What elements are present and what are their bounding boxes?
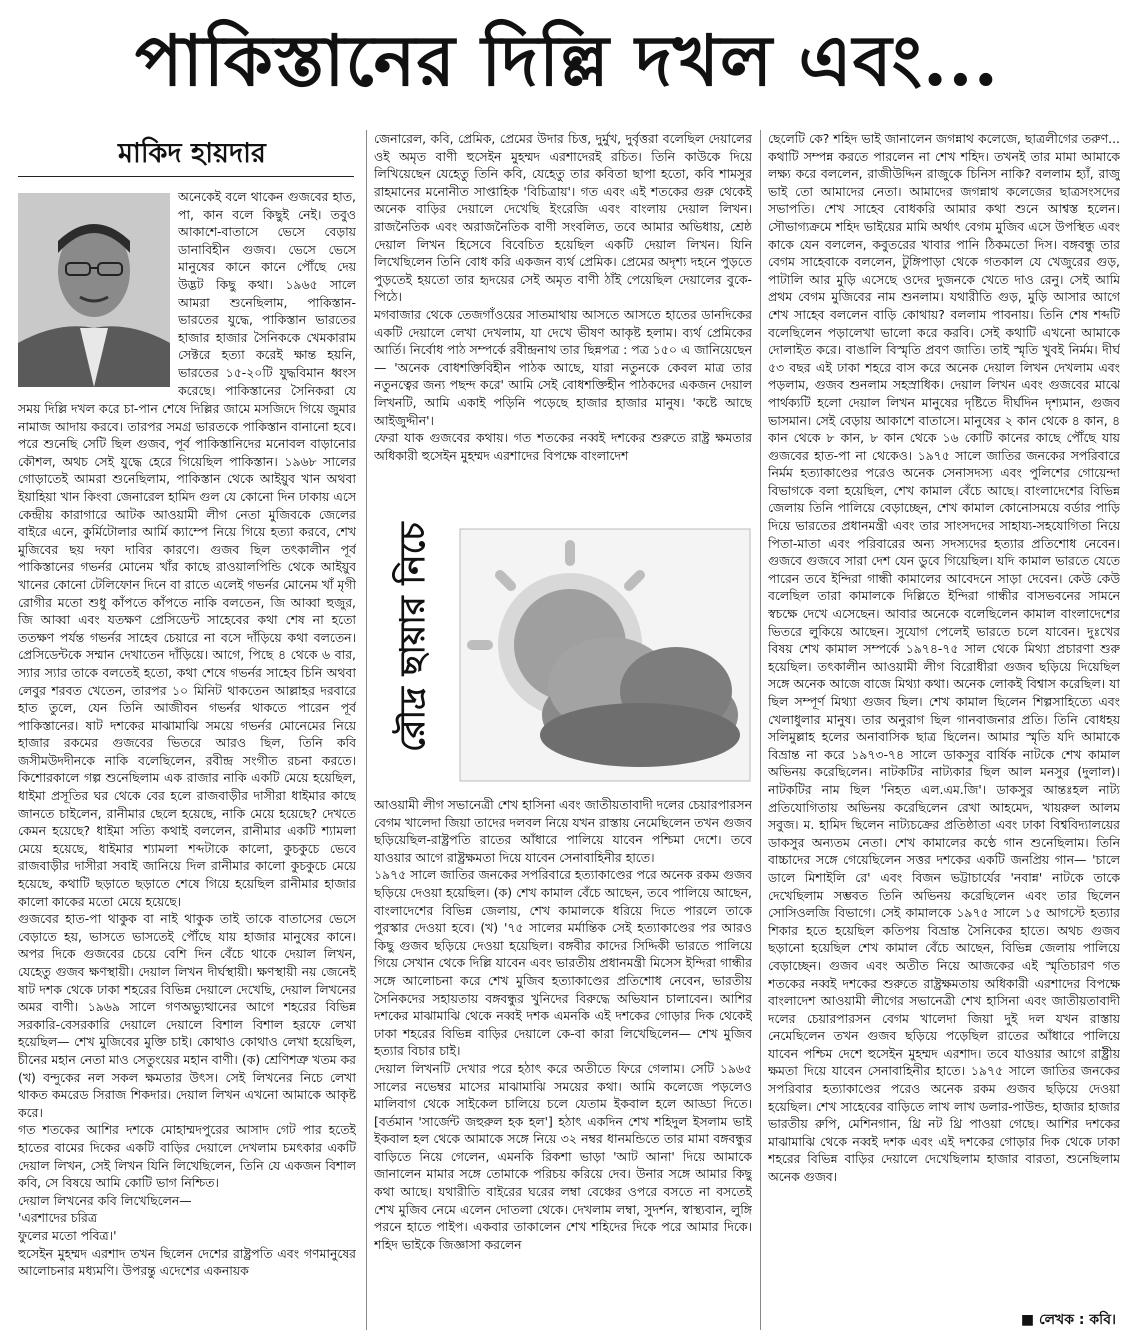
paragraph: গত শতকের আশির দশকে মোহাম্মদপুরের আসাদ গেট পার হতেই হাতের বামের দিকের একটি বাড়ির দেয়ালে দেখলাম চমৎকার একটি দেয়াল লিখন, সেই লিখন যিনি লিখেছিলেন, তিনি যে একজন বিশাল কবি, সে বিষয়ে আমি কোটি ভাগ নিশ্চিত।	[18, 1122, 356, 1191]
paragraph: আওয়ামী লীগ সভানেত্রী শেখ হাসিনা এবং জাতীয়তাবাদী দলের চেয়ারপারসন বেগম খালেদা জিয়া তাদের দলবল নিয়ে যখন রাস্তায় নেমেছিলেন তখন গুজব ছড়িয়েছিল-রাষ্ট্রপতি রাতের আঁধারে পালিয়ে যাবেন পশ্চিমা দেশে। তবে যাওয়ার আগে রাষ্ট্রক্ষমতা দিয়ে যাবেন সেনাবাহিনীর হাতে।	[374, 797, 752, 865]
paragraph: সময় দিল্লি দখল করে চা-পান শেষে দিল্লির জামে মসজিদে গিয়ে জুমার নামাজ আদায় করবে। তারপর সমগ্র ভারতকে পাকিস্তান বানানো হবে। পরে শুনেছি সেটি ছিল গুজব, পূর্ব পাকিস্তানিদের মনোবল বাড়ানোর কৌশল, অথচ সেই যুদ্ধে হেরে গিয়েছিল পাকিস্তান। ১৯৬৮ সালের গোড়াতেই আমরা শুনেছিলাম, পাকিস্তান থেকে আইয়ুব খান অথবা ইয়াহিয়া খান কিংবা জেনারেল হামিদ গুল যে কোনো দিন ঢাকায় এসে কেন্দ্রীয় কারাগারে আটক আওয়ামী লীগ নেতা মুজিবকে জেলের বাইরে এনে, কুর্মিটোলার আর্মি ক্যাম্পে নিয়ে গিয়ে হত্যা করবে, শেখ মুজিবের ছয় দফা দাবির কারণে। গুজব ছিল তৎকালীন পূর্ব পাকিস্তানের গভর্নর মোনেম খাঁর কাছে রাওয়ালপিন্ডি থেকে আইয়ুব খানের কোনো টেলিফোন দিনে বা রাতে এলেই গভর্নর মোনেম খাঁ মৃগী রোগীর মতো শুধু কাঁপতে কাঁপতে নাকি বলতেন, জি আব্বা হুজুর, জি আব্বা এবং যতক্ষণ প্রেসিডেন্ট সাহেবের কথা শেষ না হতো ততক্ষণ পর্যন্ত গভর্নর সাহেব চেয়ারে না বসে দাঁড়িয়ে কথা বলতেন। প্রেসিডেন্টকে সম্মান দেখাতেন দাঁড়িয়ে। আগে, পিছে ৪ থেকে ৬ বার, স্যার স্যার তাকে বলতেই হতো, কথা শেষে গভর্নর সাহেব চিনি অথবা লেবুর শরবত খেতেন, তারপর ১০ মিনিট থাকতেন আল্লাহর দরবারে হাত তুলে, যেন তিনি আজীবন গভর্নর থাকতে পারেন পূর্ব পাকিস্তানের। ষাট দশকের মাঝামাঝি সময়ে গভর্নর মোনেমের নিয়ে হাজার রকমের গুজবের ভিতরে আরও ছিল, তিনি কবি জসীমউদদীনকে নাকি বলেছিলেন, রবীন্দ্র সংগীত রচনা করতে। কিশোরকালে গল্প শুনেছিলাম এক রাজার নাকি একটি মেয়ে হয়েছিল, ধাইমা প্রসূতির ঘর থেকে বের হলে রাজবাড়ীর দাসীরা ধাইমার কাছে জানতে চাইলেন, রানীমার ছেলে হয়েছে, নাকি মেয়ে হয়েছে? দেখতে কেমন হয়েছে? ধাইমা সত্যি কথাই বললেন, রানীমার একটি শ্যামলা মেয়ে হয়েছে, ধাইমার শ্যামলা শব্দটাকে কালো, কুচকুচে ভেবে রাজবাড়ীর দাসীরা সবাই জানিয়ে দিল রানীমার কালো কুচকুচে মেয়ে হয়েছে, কথাটি ছড়াতে ছড়াতে শেষে গিয়ে হয়েছিল রানীমার হাজার কালো কাকের মতো মেয়ে হয়েছে।	[18, 401, 356, 909]
column-1-text	[18, 400, 356, 1330]
author-photo	[18, 193, 170, 387]
weather-graphic	[380, 515, 760, 790]
graphic-label-text: রৌদ্র ছায়ার নিচে	[393, 522, 433, 752]
author-note: ■ লেখক : কবি।	[1020, 1312, 1116, 1328]
verse-line: 'এরশাদের চরিত্র	[18, 1210, 97, 1226]
paragraph: দেয়াল লিখনের কবি লিখেছিলেন—	[18, 1192, 192, 1208]
paragraph: দেয়াল লিখনটি দেখার পরে হঠাৎ করে অতীতে ফিরে গেলাম। সেটি ১৯৬৫ সালের নভেম্বর মাসের মাঝামাঝি সময়ের কথা। আমি কলেজে পড়লেও মালিবাগ থেকে সাইকেল চালিয়ে চলে যেতাম ইকবাল হলে আড্ডা দিতে। [বর্তমান 'সার্জেন্ট জহুরুল হক হল'] হঠাৎ একদিন শেখ শহিদুল ইসলাম ভাই ইকবাল হল থেকে আমাকে সঙ্গে নিয়ে ৩২ নম্বর ধানমন্ডিতে তার মামা বঙ্গবন্ধুর বাড়িতে নিয়ে গেলেন, এমনকি রিকশা ভাড়া 'আট আনা' দিয়ে আমাকে জানালেন মামার সঙ্গে তোমাকে পরিচয় করিয়ে দেব। উনার সঙ্গে আমার কিছু কথা আছে। যথারীতি বাইরের ঘরের লম্বা বেঞ্চের ওপরে বসতে না বসতেই শেখ মুজিব নেমে এলেন দোতলা থেকে। দেখলাম লম্বা, সুদর্শন, স্বাস্থ্যবান, লুঙ্গি পরনে হাতে পাইপ। একবার তাকালেন শেখ শহিদের দিকে পরে আমার দিকে। শহিদ ভাইকে জিজ্ঞাসা করলেন	[374, 1060, 752, 1252]
paragraph: ছেলেটি কে? শহিদ ভাই জানালেন জগন্নাথ কলেজে, ছাত্রলীগের তরুণ... কথাটি সম্পন্ন করতে পারলেন না শেখ শহিদ। তখনই তার মামা আমাকে লক্ষ্য করে বললেন, রাজীউদ্দিন রাজুকে চিনিস নাকি? বললাম হ্যাঁ, রাজু ভাই তো আমাদের নেতা। আমাদের জগন্নাথ কলেজের ছাত্রসংসদের সভাপতি। শেখ সাহেব বোধকরি আমার কথা শুনে আশ্বস্ত হলেন। সৌভাগ্যক্রমে শহিদ ভাইয়ের মামি অর্থাৎ বেগম মুজিব এসে উপস্থিত এবং কাকে যেন বললেন, কবুতরের খাবার পানি ঠিকমতো দিস। বঙ্গবন্ধু তার বেগম সাহেবাকে বললেন, টুঙ্গিপাড়া থেকে গতকাল যে খেজুরের গুড়, পাটালি আর মুড়ি এসেছে ওদের দুজনকে খেতে দাও রেনু। সেই আমি প্রথম বেগম মুজিবের নাম শুনলাম। যথারীতি গুড়, মুড়ি আসার আগে শেখ সাহেব বললেন বাড়ি কোথায়? বললাম পাবনায়। তিনি শেষ শব্দটি বলেছিলেন পড়ালেখা ভালো করে করবি। সেই কথাটি এখনো আমাকে দোলাইত করে। বাঙালি বিস্মৃতি প্রবণ জাতি। তাই স্মৃতি খুবই নির্মম। দীর্ঘ ৫৩ বছর এই ঢাকা শহরে বাস করে অনেক দেয়াল লিখন দেখলাম এবং পড়লাম, গুজব শুনলাম সহস্রাধিক। দেয়াল লিখন এবং গুজবের মাঝে পার্থক্যটি হলো দেয়াল লিখন মানুষের দৃষ্টিতে দীর্ঘদিন দৃশ্যমান, গুজব ভাসমান। সেই বেড়ায় আকাশে বাতাসে। মানুষের ২ কান থেকে ৪ কান, ৪ কান থেকে ৮ কান, ৮ কান থেকে ১৬ কোটি কানের কাছে পৌঁছে যায় গুজবের হাত-পা না থেকেও। ১৯৭৫ সালে জাতির জনকের সপরিবারে নির্মম হত্যাকাণ্ডের পরেও অনেক সেনাসদস্য এবং পুলিশের গোয়েন্দা বিভাগকে বলা হয়েছিল, শেখ কামাল বেঁচে আছে। বাংলাদেশের বিভিন্ন জেলায় তিনি পালিয়ে বেড়াচ্ছেন, শেখ কামাল কোনোসময়ে বর্ডার পাড়ি দিয়ে ভারতের প্রধানমন্ত্রী এবং তার সাংসদদের সাহায্য-সহযোগিতা নিয়ে পিতা-মাতা এবং পরিবারের অন্য সদস্যদের হত্যার প্রতিশোধ নেবেন। গুজবে গুজবে সারা দেশ যেন ডুবে গিয়েছিল। যদি কামাল ভারতে যেতে পারেন তবে ইন্দিরা গান্ধী কামালের আবেদনে সাড়া দেবেন। কেউ কেউ বলেছিল তারা কামালকে দিল্লিতে ইন্দিরা গান্ধীর বাসভবনের সামনে স্বচক্ষে দেখে এসেছেন। আবার অনেকে বলেছিলেন কামাল বাংলাদেশের ভিতরে লুকিয়ে আছেন। সুযোগ পেলেই ভারতে চলে যাবেন। দুঃখের বিষয় শেখ কামাল সম্পর্কে ১৯৭৪-৭৫ সাল থেকে মিথ্যা প্রচারণা শুরু হয়েছিল। তৎকালীন আওয়ামী লীগ বিরোধীরা গুজব ছড়িয়ে দিয়েছিল সঙ্গে অনেক আজে বাজে মিথ্যা কথা। অনেক লোকই বিশ্বাস করেছিল। যা ছিল সম্পূর্ণ মিথ্যা গুজব ছিল। শেখ কামাল ছিলেন শিল্পসাহিত্যে এবং খেলাধুলার মানুষ। তার অনুরাগ ছিল গানবাজনার প্রতি। তিনি বোধহয় সলিমুল্লাহ হলের অনাবাসিক ছাত্র ছিলেন। আমার স্মৃতি যদি আমাকে বিভ্রান্ত না করে ১৯৭৩-৭৪ সালে ডাকসুর বার্ষিক নাটকে শেখ কামাল অভিনয় করেছিলেন। নাটকটির নাট্যকার ছিল আল মনসুর (দুলাল)। নাটকটির নাম ছিল 'নিহত এল.এম.জি'। ডাকসুর আন্তঃহল নাট্য প্রতিযোগিতায় অভিনয় করেছিলেন রেখা আহমেদ, খায়রুল আলম সবুজ। ম. হামিদ ছিলেন নাট্যচক্রের প্রতিষ্ঠাতা এবং ঢাকা বিশ্ববিদ্যালয়ের ডাকসুর অন্যতম নেতা। শেখ কামালের কণ্ঠে গান শুনেছিলাম। তিনি বাচ্চাদের সঙ্গে গেয়েছিলেন সত্তর দশকের একটি জনপ্রিয় গান— 'চালে ডালে মিশাইলি রে' এবং বিজন ভট্টাচার্যের 'নবান্ন' নাটকে তাকে দেখেছিলাম সম্ভবত তিনি অভিনয় করেছিলেন এবং তার ছিলেন সোসিওলজি বিভাগে। সেই কামালকে ১৯৭৫ সালে ১৫ আগস্টে হত্যার শিকার হতে হয়েছিল কতিপয় বিভ্রান্ত সৈনিকের হাতে। অথচ গুজব ছড়ানো হয়েছিল শেখ কামাল বেঁচে আছেন, বিভিন্ন জেলায় পালিয়ে বেড়াচ্ছেন। গুজব এবং অতীত নিয়ে আজকের এই স্মৃতিচারণ গত শতকের নব্বই দশকের শুরুতে রাষ্ট্রক্ষমতায় অধিকারী এরশাদের বিপক্ষে বাংলাদেশ আওয়ামী লীগের সভানেত্রী শেখ হাসিনা এবং জাতীয়তাবাদী দলের চেয়ারপারসন বেগম খালেদা জিয়া দুই দল যখন রাস্তায় নেমেছিলেন তখন গুজব ছড়িয়ে পড়েছিল রাতের আঁধারে পালিয়ে যাবেন পশ্চিম দেশে হুসেইন মুহম্মদ এরশাদ। তবে যাওয়ার আগে রাষ্ট্রীয় ক্ষমতা দিয়ে যাবেন সেনাবাহিনীর হাতে। ১৯৭৫ সালে জাতির জনকের সপরিবার হত্যাকাণ্ডের পরেও অনেক রকম গুজব ছড়িয়ে দেওয়া হয়েছিল। শেখ সাহেবের বাড়িতে লাখ লাখ ডলার-পাউন্ড, হাজার হাজার ভারতীয় রুপি, মেশিনগান, থ্রি নট থ্রি পাওয়া গেছে। আশির দশকের মাঝামাঝি থেকে নব্বই দশক এবং এই দশকের গোড়ার দিক থেকে ঢাকা শহরের বিভিন্ন বাড়ির দেয়ালে দেখেছিলাম হাজার বারতা, শুনেছিলাম অনেক গুজব।	[768, 131, 1120, 1185]
column-divider	[366, 130, 367, 1330]
byline-rule	[18, 176, 354, 177]
paragraph: মগবাজার থেকে তেজগাঁওয়ের সাতমাথায় আসতে আসতে হাতের ডানদিকের একটি দেয়ালে লেখা দেখলাম, যা দেখে ভীষণ আকৃষ্ট হলাম। ব্যর্থ প্রেমিকের আর্তি। নির্বোধ পাঠ সম্পর্কে রবীন্দ্রনাথ তার ছিন্নপত্র : পত্র ১৫০ এ জানিয়েছেন— 'অনেক বোধশক্তিবিহীন পাঠক আছে, যারা নতুনকে কেবল মাত্র তার নতুনত্বের জন্য পছন্দ করে' আমি সেই বোধশক্তিহীন পাঠকদের একজন দেয়াল লিখনটি, আমি একাই পড়িনি পড়েছে হাজার হাজার মানুষ। 'কষ্টে আছে আইজুদ্দীন'।	[374, 306, 752, 428]
paragraph: ১৯৭৫ সালে জাতির জনকের সপরিবারে হত্যাকাণ্ডের পরে অনেক রকম গুজব ছড়িয়ে দেওয়া হয়েছিল। (ক) শেখ কামাল বেঁচে আছেন, তবে পালিয়ে আছেন, বাংলাদেশের বিভিন্ন জেলায়, শেখ কামালকে ধরিয়ে দিতে পারলে তাকে পুরস্কার দেওয়া হবে। (খ) '৭৫ সালের মর্মান্তিক সেই হত্যাকাণ্ডের পর আরও কিছু গুজব ছড়িয়ে দেওয়া হয়েছিল। বঙ্গবীর কাদের সিদ্দিকী ভারতে পালিয়ে গিয়ে সেখান থেকে দিল্লি যাবেন এবং ভারতীয় প্রধানমন্ত্রী মিসেস ইন্দিরা গান্ধীর সঙ্গে আলোচনা করে শেখ মুজিব হত্যাকাণ্ডের প্রতিশোধ নেবেন, ভারতীয় সৈনিকদের সহায়তায় বঙ্গবন্ধুর খুনিদের বিরুদ্ধে অভিযান চালাবেন। আশির দশকের মাঝামাঝি থেকে নব্বই দশক এমনকি এই দশকের গোড়ার দিক থেকেই ঢাকা শহরের বিভিন্ন বাড়ির দেয়ালে কে-বা কারা লিখেছিলেন— শেখ মুজিব হত্যার বিচার চাই।	[374, 867, 752, 1059]
headline: পাকিস্তানের দিল্লি দখল এবং...	[135, 19, 999, 102]
column-divider	[760, 130, 761, 1330]
column-1-wrap-text: অনেকেই বলে থাকেন গুজবের হাত, পা, কান বলে কিছুই নেই। তবুও আকাশে-বাতাসে ভেসে বেড়ায় ডানাবিহীন গুজব। ভেসে ভেসে মানুষের কানে কানে পৌঁছে দেয় উদ্ভট কিছু কথা। ১৯৬৫ সালে আমরা শুনেছিলাম, পাকিস্তান-ভারতের যুদ্ধে, পাকিস্তান ভারতের হাজার হাজার সৈনিককে খেমকারাম সেক্টরে হত্যা করেই ক্ষান্ত হয়নি, ভারতের ১৫-২০টি যুদ্ধবিমান ধ্বংস করেছে। পাকিস্তানের সৈনিকরা যে	[178, 189, 356, 398]
paragraph: গুজবের হাত-পা থাকুক বা নাই থাকুক তাই তাকে বাতাসের ভেসে বেড়াতে হয়, ভাসতে ভাসতেই পৌঁছে যায় হাজার মানুষের কানে। অপর দিকে গুজবের চেয়ে বেশি দিন বেঁচে থাকে দেয়াল লিখন, যেহেতু গুজব ক্ষণস্থায়ী। দেয়াল লিখন দীর্ঘস্থায়ী। ক্ষণস্থায়ী নয় জেনেই ষাট দশক থেকে ঢাকা শহরের বিভিন্ন দেয়ালে দেখেছি, দেয়াল লিখনের অমর বাণী। ১৯৬৯ সালে গণঅভ্যুত্থানের আগে শহরের বিভিন্ন সরকারি-বেসরকারি দেয়ালে দেয়ালে বিশাল বিশাল হরফে লেখা হয়েছিল— শেখ মুজিবের মুক্তি চাই। কোথাও কোথাও লেখা হয়েছিল, চীনের মহান নেতা মাও সেতুংয়ের মহান বাণী। (ক) শ্রেণিশত্রু খতম কর (খ) বন্দুকের নল সকল ক্ষমতার উৎস। সেই লিখনের নিচে লেখা থাকত কমরেড সিরাজ শিকদার। দেয়াল লিখন এখনো আমাকে আকৃষ্ট করে।	[18, 911, 356, 1120]
graphic-label	[392, 521, 433, 752]
sun-cloud-icon	[460, 529, 750, 781]
column-2-bottom-text	[374, 796, 752, 1332]
column-3-text	[768, 130, 1120, 1308]
paragraph: হুসেইন মুহম্মদ এরশাদ তখন ছিলেন দেশের রাষ্ট্রপতি এবং গণমানুষের আলোচনার মধ্যমণি। উপরন্তু এদেশের একনায়ক	[18, 1245, 356, 1279]
verse-line: ফুলের মতো পবিত্র।'	[18, 1227, 117, 1243]
paragraph: জেনারেল, কবি, প্রেমিক, প্রেমের উদার চিত্ত, দুর্মুখ, দুর্বৃত্তরা বলেছিল দেয়ালের ওই অমৃত বাণী হুসেইন মুহম্মদ এরশাদেরই রচিত। তিনি কাউকে দিয়ে লিখিয়েছেন যেহেতু তিনি কবি, যেহেতু তার কবিতা ছাপা হতো, কবি শামসুর রাহমানের মনোনীত সাপ্তাহিক 'বিচিত্রায়'। গত এবং এই শতকের গুরু থেকেই অনেক বাড়ির দেয়ালে দেখেছি ইংরেজি এবং বাংলায় দেয়াল লিখন। রাজনৈতিক এবং অরাজনৈতিক বাণী সংবলিত, তবে আমার অভিধায়, শ্রেষ্ঠ দেয়াল লিখন হিসেবে বিবেচিত হয়েছিল একটি দেয়াল লিখন। যিনি লিখেছিলেন তিনি বোধ করি একজন ব্যর্থ প্রেমিক। প্রেমের অদৃশ্য দহনে পুড়তে পুড়তেই হয়তো তার হৃদয়ের সেই অমৃত বাণী ঠাঁই পেয়েছিল দেয়ালের বুকে-পিঠে।	[374, 131, 752, 305]
author-byline: মাকিদ হায়দার	[118, 138, 266, 169]
paragraph: ফেরা যাক গুজবের কথায়। গত শতকের নব্বই দশকের শুরুতে রাষ্ট্র ক্ষমতার অধিকারী হুসেইন মুহম্মদ এরশাদের বিপক্ষে বাংলাদেশ	[374, 430, 752, 463]
column-2-top-text	[374, 130, 752, 508]
